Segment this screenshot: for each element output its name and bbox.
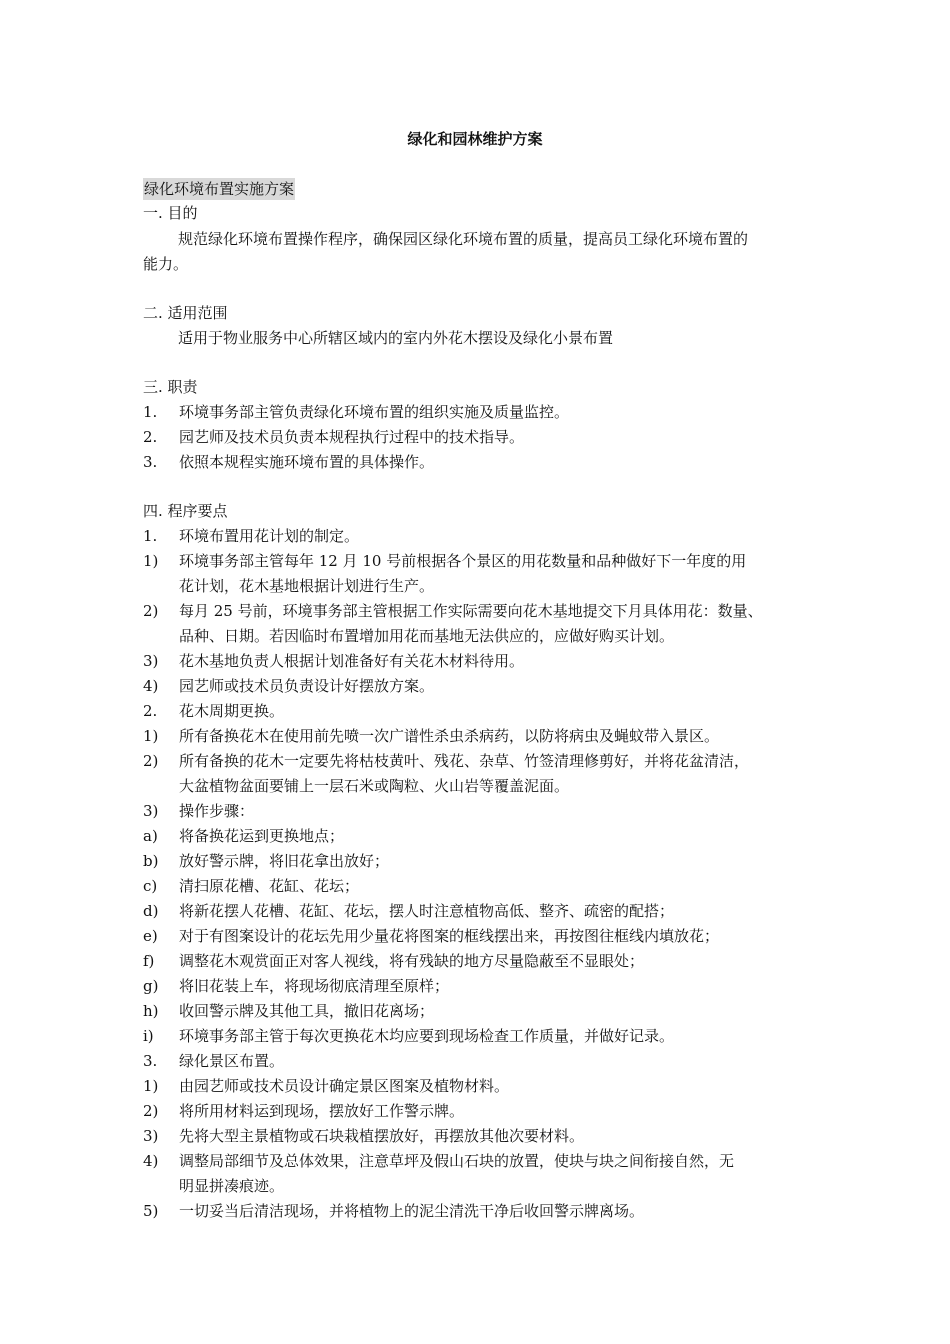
- document-title: 绿化和园林维护方案: [407, 130, 543, 148]
- list-item: 1) 环境事务部主管每年 12 月 10 号前根据各个景区的用花数量和品种做好下一年度的用: [143, 552, 747, 570]
- heading-scope: 二. 适用范围: [143, 304, 228, 322]
- list-item-continued: 花计划，花木基地根据计划进行生产。: [179, 577, 435, 595]
- section-heading-highlighted: 绿化环境布置实施方案: [144, 180, 295, 198]
- list-item: 3) 操作步骤：: [143, 802, 255, 820]
- list-item: 2) 所有备换的花木一定要先将枯枝黄叶、残花、杂草、竹签清理修剪好，并将花盆清洁，: [143, 752, 750, 770]
- list-item: b) 放好警示牌，将旧花拿出放好；: [143, 852, 390, 870]
- list-item: 1) 所有备换花木在使用前先喷一次广谱性杀虫杀病药，以防将病虫及蝇蚊带入景区。: [143, 727, 720, 745]
- list-item: 4) 园艺师或技术员负责设计好摆放方案。: [143, 677, 435, 695]
- list-item: a) 将备换花运到更换地点；: [143, 827, 345, 845]
- list-item: i) 环境事务部主管于每次更换花木均应要到现场检查工作质量，并做好记录。: [143, 1027, 675, 1045]
- list-item: 4) 调整局部细节及总体效果，注意草坪及假山石块的放置，使块与块之间衔接自然，无: [143, 1152, 735, 1170]
- list-item: h) 收回警示牌及其他工具，撤旧花离场；: [143, 1002, 435, 1020]
- list-item: 3. 依照本规程实施环境布置的具体操作。: [143, 453, 435, 471]
- list-item: d) 将新花摆人花槽、花缸、花坛，摆人时注意植物高低、整齐、疏密的配搭；: [143, 902, 675, 920]
- list-item: 2) 将所用材料运到现场，摆放好工作警示牌。: [143, 1102, 465, 1120]
- list-item: 3. 绿化景区布置。: [143, 1052, 285, 1070]
- list-item-continued: 明显拼凑痕迹。: [179, 1177, 285, 1195]
- list-item: c) 清扫原花槽、花缸、花坛；: [143, 877, 360, 895]
- list-item: 1. 环境事务部主管负责绿化环境布置的组织实施及质量监控。: [143, 403, 570, 421]
- list-item: g) 将旧花装上车，将现场彻底清理至原样；: [143, 977, 450, 995]
- list-item: 1) 由园艺师或技术员设计确定景区图案及植物材料。: [143, 1077, 510, 1095]
- paragraph-line: 规范绿化环境布置操作程序，确保园区绿化环境布置的质量，提高员工绿化环境布置的: [178, 230, 749, 248]
- list-item: 2) 每月 25 号前，环境事务部主管根据工作实际需要向花木基地提交下月具体用花：数量、: [143, 602, 763, 620]
- paragraph-line: 能力。: [143, 255, 189, 273]
- list-item: 2. 花木周期更换。: [143, 702, 285, 720]
- list-item: 5) 一切妥当后清洁现场，并将植物上的泥尘清洗干净后收回警示牌离场。: [143, 1202, 645, 1220]
- heading-procedure: 四. 程序要点: [143, 502, 228, 520]
- list-item: e) 对于有图案设计的花坛先用少量花将图案的框线摆出来，再按图往框线内填放花；: [143, 927, 720, 945]
- list-item: f) 调整花木观赏面正对客人视线，将有残缺的地方尽量隐蔽至不显眼处；: [143, 952, 645, 970]
- heading-duties: 三. 职责: [143, 378, 198, 396]
- paragraph-line: 适用于物业服务中心所辖区域内的室内外花木摆设及绿化小景布置: [178, 329, 614, 347]
- list-item: 3) 先将大型主景植物或石块栽植摆放好，再摆放其他次要材料。: [143, 1127, 585, 1145]
- list-item: 3) 花木基地负责人根据计划准备好有关花木材料待用。: [143, 652, 525, 670]
- list-item-continued: 品种、日期。若因临时布置增加用花而基地无法供应的，应做好购买计划。: [179, 627, 675, 645]
- list-item: 1. 环境布置用花计划的制定。: [143, 527, 360, 545]
- list-item-continued: 大盆植物盆面要铺上一层石米或陶粒、火山岩等覆盖泥面。: [179, 777, 570, 795]
- list-item: 2. 园艺师及技术员负责本规程执行过程中的技术指导。: [143, 428, 525, 446]
- heading-purpose: 一. 目的: [143, 204, 198, 222]
